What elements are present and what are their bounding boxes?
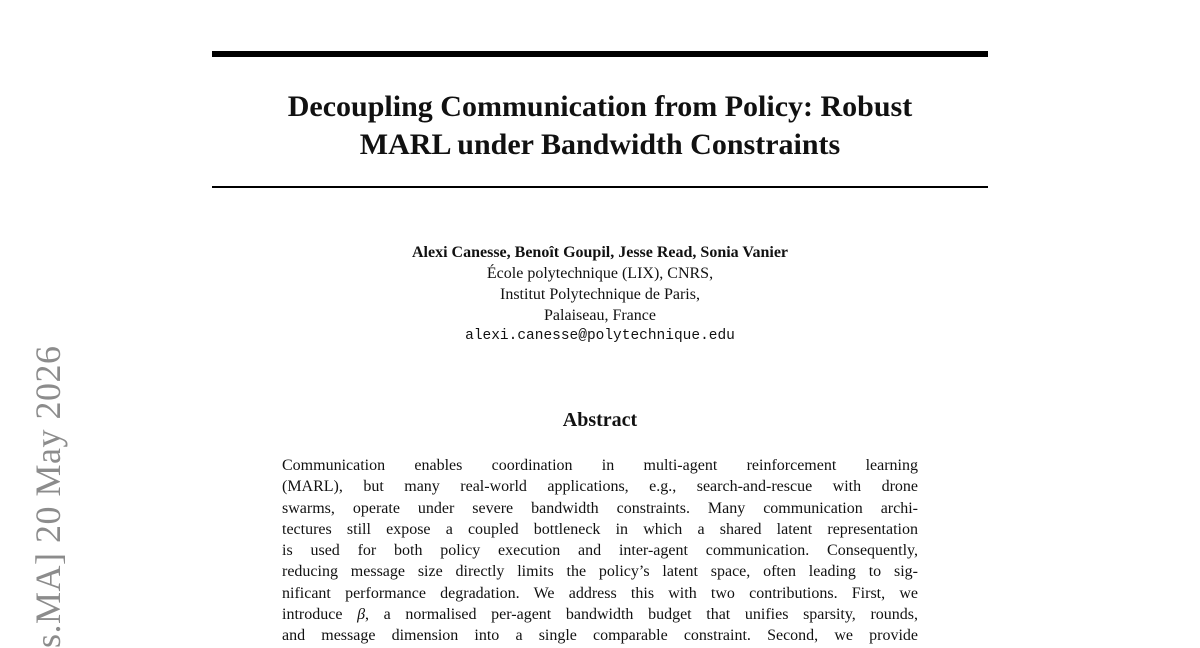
abstract-line: tectures still expose a coupled bottleneck in which a shared latent representation [282,520,918,538]
abstract-line: and message dimension into a single comparable constraint. Second, we provide [282,627,918,645]
affiliation-line-2: Institut Polytechnique de Paris, [500,286,700,303]
paper-title [212,88,988,164]
paper-title-line-2: MARL under Bandwidth Constraints [359,128,841,161]
paper-title-line-1: Decoupling Communication from Policy: Robust [287,90,913,123]
abstract-heading: Abstract [562,409,638,431]
abstract-line-with-symbol [282,604,918,625]
abstract-text [282,455,918,647]
abstract-line: nificant performance degradation. We address this with two contributions. First, we [282,584,918,602]
abstract-line-part: , a normalised per-agent bandwidth budget that unifies sparsity, rounds, [365,606,918,624]
abstract-line: swarms, operate under severe bandwidth constraints. Many communication archi- [282,499,918,517]
abstract-line: Communication enables coordination in multi-agent reinforcement learning [282,457,918,474]
title-top-rule [212,51,988,57]
affiliation-line-1: École polytechnique (LIX), CNRS, [486,265,714,282]
abstract-line: (MARL), but many real-world applications, e.g., search-and-rescue with drone [282,478,918,496]
affiliation-line-3: Palaiseau, France [544,307,656,324]
beta-symbol: β [357,606,366,624]
author-names: Alexi Canesse, Benoît Goupil, Jesse Read, Sonia Vanier [411,244,789,261]
abstract-line: reducing message size directly limits the policy’s latent space, often leading to sig- [282,563,918,581]
author-email: alexi.canesse@polytechnique.edu [465,328,735,344]
title-bottom-rule [212,186,988,188]
abstract-line: is used for both policy execution and inter-agent communication. Consequently, [282,542,918,560]
abstract-line-part: introduce [282,606,343,624]
author-block [212,242,988,347]
arxiv-side-stamp: s.MA] 20 May 2026 [28,345,68,648]
